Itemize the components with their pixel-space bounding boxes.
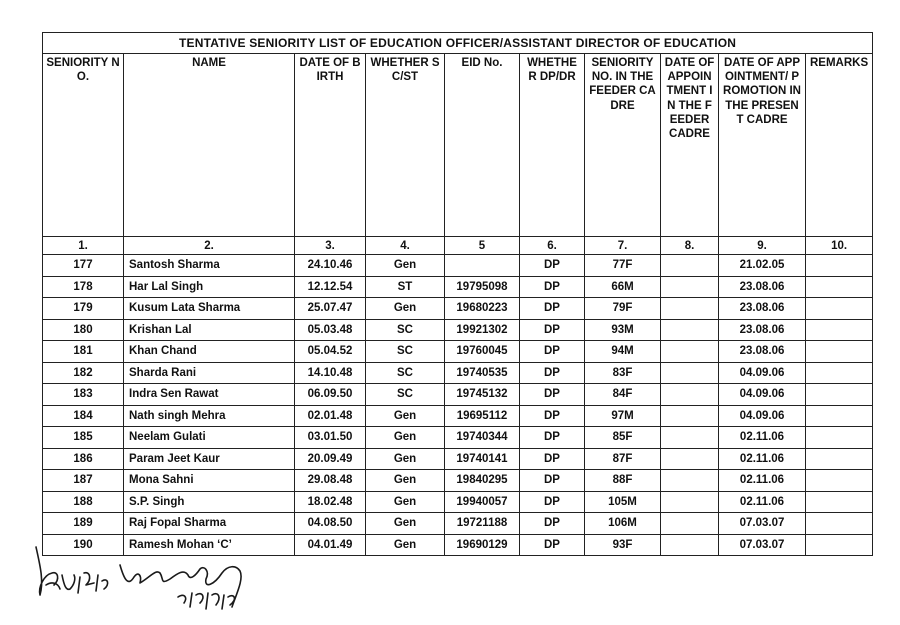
cell-feeder-appointment-date bbox=[661, 427, 719, 449]
cell-name: Ramesh Mohan ‘C’ bbox=[124, 534, 295, 556]
cell-name: Param Jeet Kaur bbox=[124, 448, 295, 470]
signature-1-initials bbox=[36, 547, 58, 595]
cell-feeder-seniority-no: 83F bbox=[585, 362, 661, 384]
cell-sc-st: Gen bbox=[366, 491, 445, 513]
cell-remarks bbox=[806, 341, 873, 363]
column-header-4: WHETHER SC/ST bbox=[366, 54, 445, 237]
cell-sc-st: SC bbox=[366, 341, 445, 363]
cell-eid-no: 19921302 bbox=[445, 319, 520, 341]
cell-feeder-seniority-no: 94M bbox=[585, 341, 661, 363]
cell-seniority-no: 184 bbox=[43, 405, 124, 427]
cell-date-of-birth: 18.02.48 bbox=[295, 491, 366, 513]
column-header-1: SENIORITY NO. bbox=[43, 54, 124, 237]
cell-feeder-seniority-no: 87F bbox=[585, 448, 661, 470]
cell-date-of-birth: 25.07.47 bbox=[295, 298, 366, 320]
cell-feeder-appointment-date bbox=[661, 298, 719, 320]
table-row bbox=[43, 384, 873, 406]
cell-name: Krishan Lal bbox=[124, 319, 295, 341]
cell-dp-dr: DP bbox=[520, 341, 585, 363]
cell-feeder-appointment-date bbox=[661, 319, 719, 341]
cell-seniority-no: 187 bbox=[43, 470, 124, 492]
table-row bbox=[43, 448, 873, 470]
cell-seniority-no: 186 bbox=[43, 448, 124, 470]
cell-eid-no: 19690129 bbox=[445, 534, 520, 556]
seniority-table bbox=[42, 32, 873, 556]
cell-feeder-seniority-no: 97M bbox=[585, 405, 661, 427]
cell-sc-st: Gen bbox=[366, 298, 445, 320]
cell-sc-st: Gen bbox=[366, 405, 445, 427]
cell-remarks bbox=[806, 470, 873, 492]
cell-seniority-no: 188 bbox=[43, 491, 124, 513]
cell-feeder-appointment-date bbox=[661, 341, 719, 363]
cell-date-of-birth: 29.08.48 bbox=[295, 470, 366, 492]
cell-sc-st: Gen bbox=[366, 427, 445, 449]
cell-remarks bbox=[806, 491, 873, 513]
column-number-1: 1. bbox=[43, 237, 124, 255]
column-number-7: 7. bbox=[585, 237, 661, 255]
cell-feeder-seniority-no: 85F bbox=[585, 427, 661, 449]
cell-eid-no: 19680223 bbox=[445, 298, 520, 320]
column-number-2: 2. bbox=[124, 237, 295, 255]
cell-remarks bbox=[806, 384, 873, 406]
cell-eid-no: 19721188 bbox=[445, 513, 520, 535]
cell-feeder-appointment-date bbox=[661, 513, 719, 535]
cell-feeder-appointment-date bbox=[661, 491, 719, 513]
cell-seniority-no: 177 bbox=[43, 255, 124, 277]
cell-eid-no bbox=[445, 255, 520, 277]
cell-eid-no: 19695112 bbox=[445, 405, 520, 427]
cell-present-cadre-date: 02.11.06 bbox=[719, 470, 806, 492]
column-header-6: WHETHER DP/DR bbox=[520, 54, 585, 237]
cell-eid-no: 19795098 bbox=[445, 276, 520, 298]
cell-eid-no: 19740344 bbox=[445, 427, 520, 449]
cell-remarks bbox=[806, 534, 873, 556]
cell-present-cadre-date: 23.08.06 bbox=[719, 276, 806, 298]
cell-present-cadre-date: 07.03.07 bbox=[719, 513, 806, 535]
cell-eid-no: 19740535 bbox=[445, 362, 520, 384]
cell-name: S.P. Singh bbox=[124, 491, 295, 513]
cell-seniority-no: 189 bbox=[43, 513, 124, 535]
cell-name: Santosh Sharma bbox=[124, 255, 295, 277]
cell-feeder-appointment-date bbox=[661, 255, 719, 277]
header-row bbox=[43, 54, 873, 237]
cell-present-cadre-date: 23.08.06 bbox=[719, 341, 806, 363]
cell-eid-no: 19940057 bbox=[445, 491, 520, 513]
cell-seniority-no: 183 bbox=[43, 384, 124, 406]
cell-feeder-seniority-no: 106M bbox=[585, 513, 661, 535]
cell-dp-dr: DP bbox=[520, 427, 585, 449]
cell-dp-dr: DP bbox=[520, 491, 585, 513]
cell-remarks bbox=[806, 448, 873, 470]
column-number-4: 4. bbox=[366, 237, 445, 255]
table-row bbox=[43, 405, 873, 427]
cell-present-cadre-date: 21.02.05 bbox=[719, 255, 806, 277]
cell-remarks bbox=[806, 513, 873, 535]
cell-sc-st: SC bbox=[366, 362, 445, 384]
cell-seniority-no: 180 bbox=[43, 319, 124, 341]
table-row bbox=[43, 341, 873, 363]
cell-seniority-no: 178 bbox=[43, 276, 124, 298]
cell-name: Nath singh Mehra bbox=[124, 405, 295, 427]
cell-feeder-appointment-date bbox=[661, 276, 719, 298]
cell-dp-dr: DP bbox=[520, 255, 585, 277]
cell-seniority-no: 190 bbox=[43, 534, 124, 556]
cell-dp-dr: DP bbox=[520, 298, 585, 320]
cell-feeder-seniority-no: 88F bbox=[585, 470, 661, 492]
cell-dp-dr: DP bbox=[520, 448, 585, 470]
cell-eid-no: 19760045 bbox=[445, 341, 520, 363]
cell-present-cadre-date: 02.11.06 bbox=[719, 448, 806, 470]
cell-feeder-appointment-date bbox=[661, 534, 719, 556]
cell-feeder-appointment-date bbox=[661, 384, 719, 406]
cell-present-cadre-date: 02.11.06 bbox=[719, 427, 806, 449]
cell-present-cadre-date: 04.09.06 bbox=[719, 405, 806, 427]
table-row bbox=[43, 513, 873, 535]
cell-date-of-birth: 12.12.54 bbox=[295, 276, 366, 298]
cell-feeder-seniority-no: 77F bbox=[585, 255, 661, 277]
cell-eid-no: 19840295 bbox=[445, 470, 520, 492]
cell-dp-dr: DP bbox=[520, 534, 585, 556]
cell-sc-st: Gen bbox=[366, 255, 445, 277]
cell-remarks bbox=[806, 427, 873, 449]
cell-name: Kusum Lata Sharma bbox=[124, 298, 295, 320]
column-number-10: 10. bbox=[806, 237, 873, 255]
cell-sc-st: Gen bbox=[366, 513, 445, 535]
cell-name: Neelam Gulati bbox=[124, 427, 295, 449]
cell-feeder-appointment-date bbox=[661, 470, 719, 492]
cell-present-cadre-date: 23.08.06 bbox=[719, 298, 806, 320]
cell-name: Indra Sen Rawat bbox=[124, 384, 295, 406]
cell-remarks bbox=[806, 255, 873, 277]
column-number-6: 6. bbox=[520, 237, 585, 255]
column-number-9: 9. bbox=[719, 237, 806, 255]
cell-date-of-birth: 05.04.52 bbox=[295, 341, 366, 363]
cell-present-cadre-date: 02.11.06 bbox=[719, 491, 806, 513]
table-row bbox=[43, 319, 873, 341]
column-header-8: DATE OF APPOINTMENT IN THE FEEDER CADRE bbox=[661, 54, 719, 237]
cell-sc-st: Gen bbox=[366, 448, 445, 470]
cell-remarks bbox=[806, 319, 873, 341]
cell-feeder-seniority-no: 93F bbox=[585, 534, 661, 556]
column-number-row bbox=[43, 237, 873, 255]
cell-sc-st: SC bbox=[366, 319, 445, 341]
table-row bbox=[43, 470, 873, 492]
cell-sc-st: SC bbox=[366, 384, 445, 406]
cell-dp-dr: DP bbox=[520, 513, 585, 535]
cell-feeder-appointment-date bbox=[661, 362, 719, 384]
cell-seniority-no: 179 bbox=[43, 298, 124, 320]
document-title: TENTATIVE SENIORITY LIST OF EDUCATION OFFICER/ASSISTANT DIRECTOR OF EDUCATION bbox=[43, 33, 873, 54]
cell-feeder-seniority-no: 84F bbox=[585, 384, 661, 406]
cell-name: Khan Chand bbox=[124, 341, 295, 363]
cell-seniority-no: 185 bbox=[43, 427, 124, 449]
table-row bbox=[43, 362, 873, 384]
cell-seniority-no: 181 bbox=[43, 341, 124, 363]
table-row bbox=[43, 276, 873, 298]
cell-feeder-seniority-no: 79F bbox=[585, 298, 661, 320]
table-row bbox=[43, 255, 873, 277]
cell-dp-dr: DP bbox=[520, 276, 585, 298]
cell-present-cadre-date: 04.09.06 bbox=[719, 384, 806, 406]
table-row bbox=[43, 491, 873, 513]
cell-feeder-appointment-date bbox=[661, 448, 719, 470]
column-number-5: 5 bbox=[445, 237, 520, 255]
cell-seniority-no: 182 bbox=[43, 362, 124, 384]
cell-sc-st: Gen bbox=[366, 470, 445, 492]
cell-sc-st: Gen bbox=[366, 534, 445, 556]
column-header-3: DATE OF BIRTH bbox=[295, 54, 366, 237]
cell-date-of-birth: 02.01.48 bbox=[295, 405, 366, 427]
cell-remarks bbox=[806, 298, 873, 320]
column-header-10: REMARKS bbox=[806, 54, 873, 237]
cell-sc-st: ST bbox=[366, 276, 445, 298]
cell-eid-no: 19740141 bbox=[445, 448, 520, 470]
column-header-5: EID No. bbox=[445, 54, 520, 237]
cell-date-of-birth: 20.09.49 bbox=[295, 448, 366, 470]
cell-name: Mona Sahni bbox=[124, 470, 295, 492]
cell-dp-dr: DP bbox=[520, 319, 585, 341]
handwritten-signatures bbox=[0, 535, 300, 625]
column-header-9: DATE OF APPOINTMENT/ PROMOTION IN THE PRESENT CADRE bbox=[719, 54, 806, 237]
cell-date-of-birth: 04.01.49 bbox=[295, 534, 366, 556]
cell-dp-dr: DP bbox=[520, 384, 585, 406]
cell-eid-no: 19745132 bbox=[445, 384, 520, 406]
column-header-7: SENIORITY NO. IN THE FEEDER CADRE bbox=[585, 54, 661, 237]
cell-feeder-seniority-no: 105M bbox=[585, 491, 661, 513]
cell-remarks bbox=[806, 276, 873, 298]
cell-date-of-birth: 05.03.48 bbox=[295, 319, 366, 341]
seniority-list-document bbox=[42, 32, 872, 556]
cell-date-of-birth: 24.10.46 bbox=[295, 255, 366, 277]
cell-date-of-birth: 06.09.50 bbox=[295, 384, 366, 406]
cell-dp-dr: DP bbox=[520, 470, 585, 492]
table-row bbox=[43, 427, 873, 449]
cell-name: Har Lal Singh bbox=[124, 276, 295, 298]
column-number-3: 3. bbox=[295, 237, 366, 255]
cell-dp-dr: DP bbox=[520, 362, 585, 384]
column-header-2: NAME bbox=[124, 54, 295, 237]
cell-present-cadre-date: 23.08.06 bbox=[719, 319, 806, 341]
cell-dp-dr: DP bbox=[520, 405, 585, 427]
cell-date-of-birth: 14.10.48 bbox=[295, 362, 366, 384]
cell-date-of-birth: 04.08.50 bbox=[295, 513, 366, 535]
table-row bbox=[43, 298, 873, 320]
cell-feeder-seniority-no: 93M bbox=[585, 319, 661, 341]
cell-present-cadre-date: 04.09.06 bbox=[719, 362, 806, 384]
cell-name: Sharda Rani bbox=[124, 362, 295, 384]
cell-name: Raj Fopal Sharma bbox=[124, 513, 295, 535]
cell-feeder-seniority-no: 66M bbox=[585, 276, 661, 298]
cell-date-of-birth: 03.01.50 bbox=[295, 427, 366, 449]
cell-feeder-appointment-date bbox=[661, 405, 719, 427]
cell-remarks bbox=[806, 405, 873, 427]
column-number-8: 8. bbox=[661, 237, 719, 255]
cell-present-cadre-date: 07.03.07 bbox=[719, 534, 806, 556]
cell-remarks bbox=[806, 362, 873, 384]
